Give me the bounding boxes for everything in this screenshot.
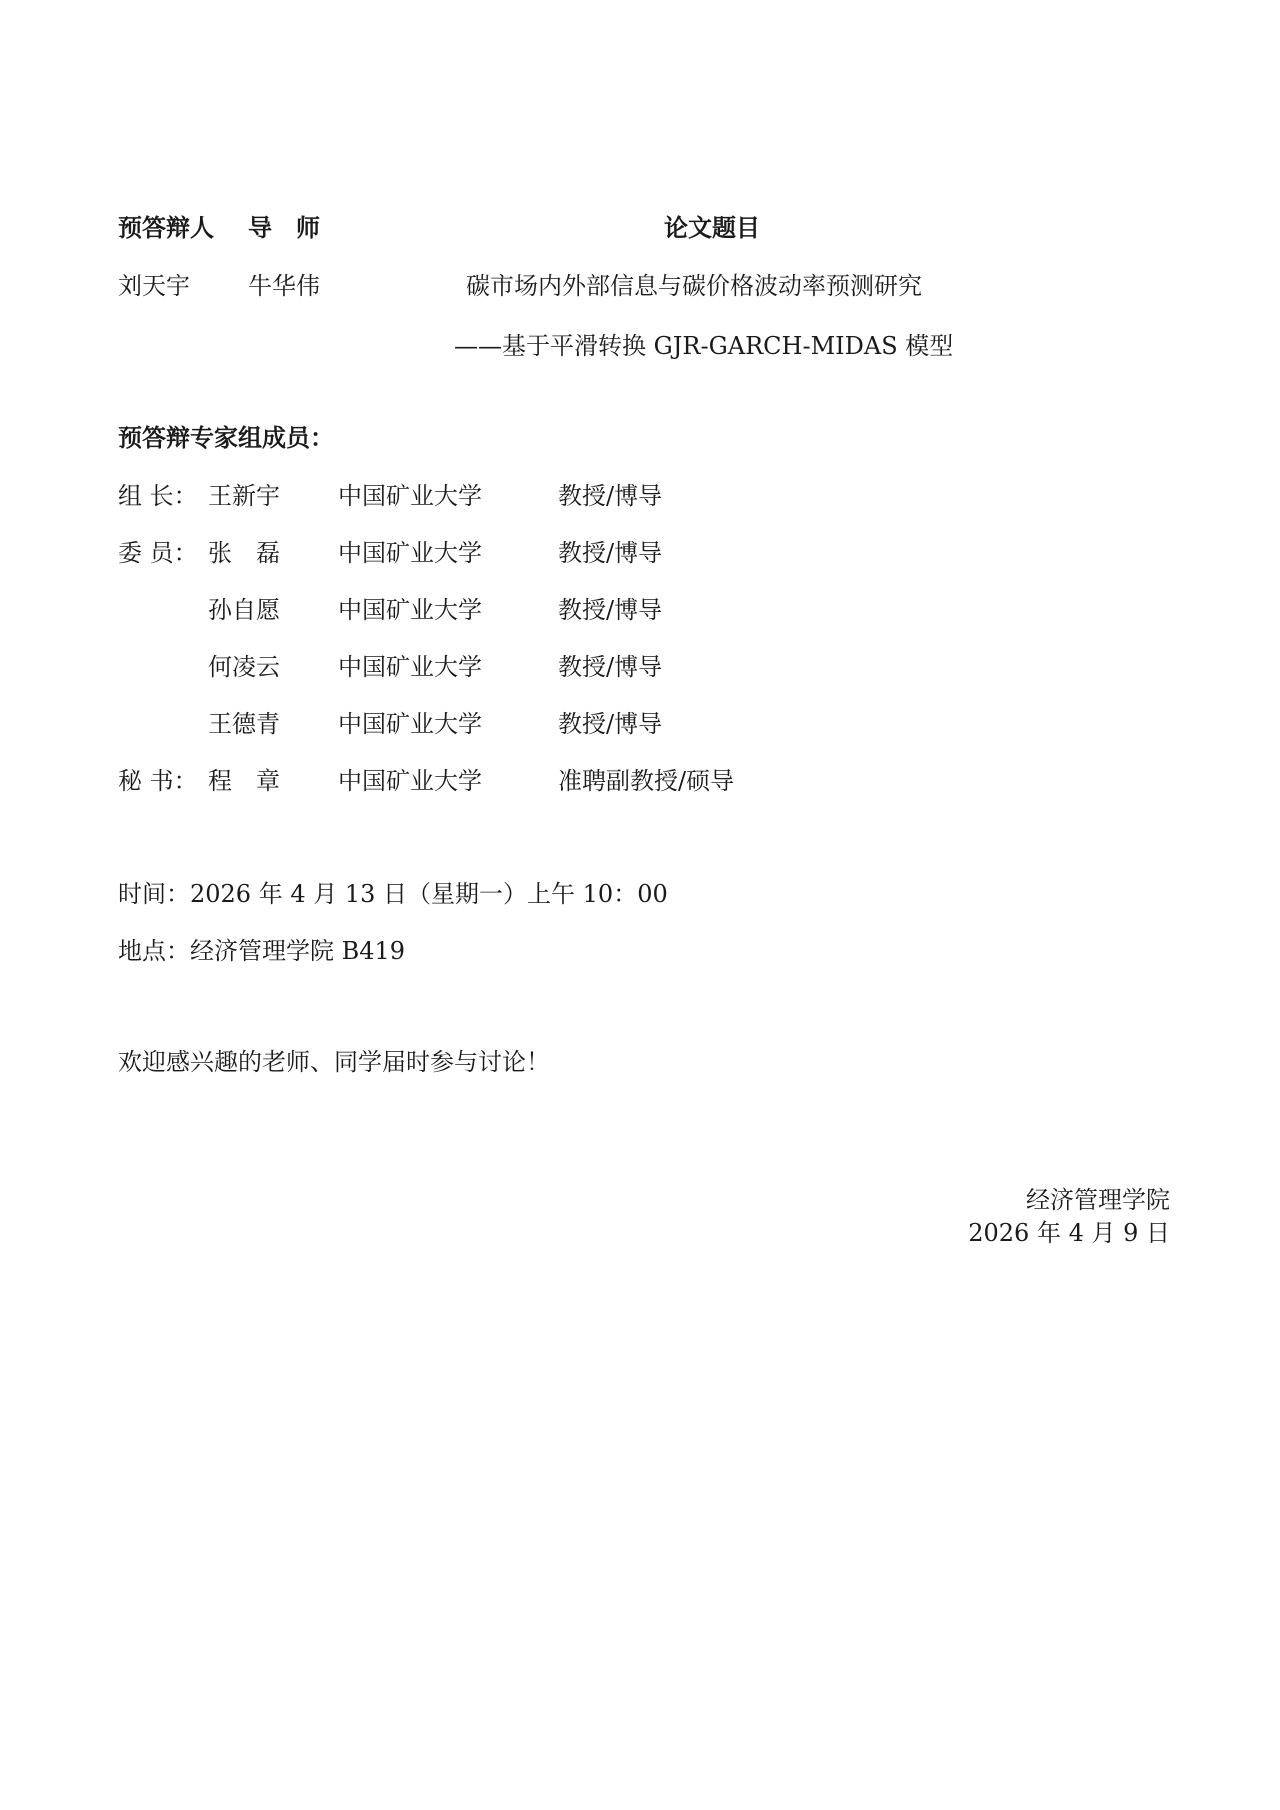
member-org: 中国矿业大学 [338, 539, 482, 567]
member-role: 组 长： [118, 482, 198, 510]
advisor-name: 牛华伟 [248, 272, 320, 300]
member-title: 教授/博导 [558, 653, 663, 681]
signature-org: 经济管理学院 [1026, 1186, 1170, 1214]
thesis-title-header: 论文题目 [664, 213, 760, 242]
defense-location: 地点：经济管理学院 B419 [118, 937, 406, 965]
member-role: 委 员： [118, 539, 198, 567]
member-name: 孙自愿 [208, 596, 280, 624]
defender-name: 刘天宇 [118, 272, 190, 300]
member-title: 准聘副教授/硕导 [558, 767, 735, 795]
member-name: 张 磊 [208, 539, 280, 567]
invitation-text: 欢迎感兴趣的老师、同学届时参与讨论！ [118, 1048, 550, 1076]
committee-heading: 预答辩专家组成员： [118, 423, 334, 452]
member-name: 程 章 [208, 767, 280, 795]
member-org: 中国矿业大学 [338, 596, 482, 624]
member-title: 教授/博导 [558, 710, 663, 738]
member-name: 王德青 [208, 710, 280, 738]
defender-header: 预答辩人 [118, 213, 214, 242]
member-org: 中国矿业大学 [338, 767, 482, 795]
thesis-subtitle: ——基于平滑转换 GJR-GARCH-MIDAS 模型 [454, 332, 954, 360]
member-name: 王新宇 [208, 482, 280, 510]
member-org: 中国矿业大学 [338, 653, 482, 681]
member-org: 中国矿业大学 [338, 710, 482, 738]
member-org: 中国矿业大学 [338, 482, 482, 510]
member-role: 秘 书： [118, 767, 198, 795]
member-name: 何凌云 [208, 653, 280, 681]
member-title: 教授/博导 [558, 539, 663, 567]
advisor-header: 导 师 [248, 213, 320, 242]
signature-date: 2026 年 4 月 9 日 [968, 1219, 1170, 1247]
thesis-title: 碳市场内外部信息与碳价格波动率预测研究 [466, 272, 922, 300]
member-title: 教授/博导 [558, 596, 663, 624]
member-title: 教授/博导 [558, 482, 663, 510]
defense-time: 时间：2026 年 4 月 13 日（星期一）上午 10：00 [118, 880, 668, 908]
